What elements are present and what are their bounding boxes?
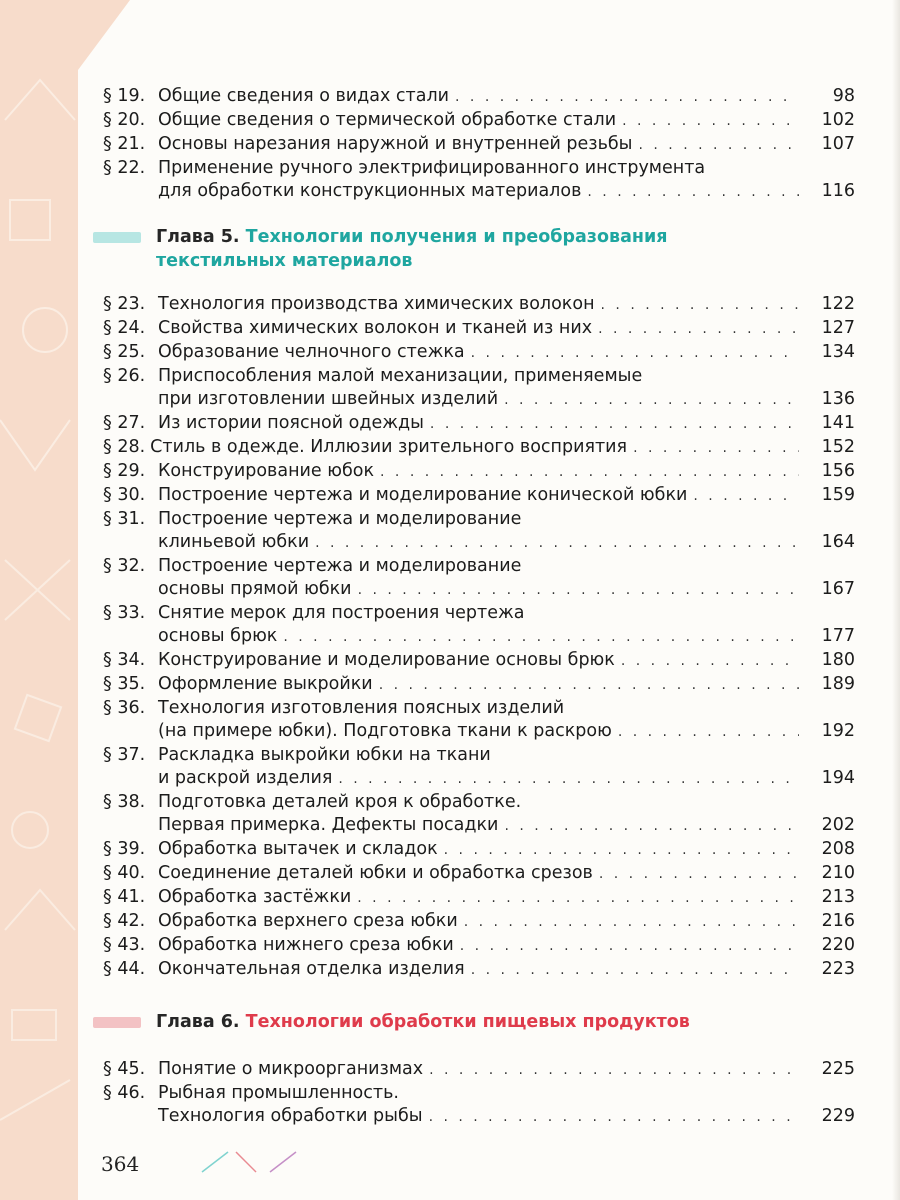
leader-dots [599, 863, 799, 886]
section-number: § 22. [103, 158, 146, 178]
leader-dots [622, 110, 799, 133]
toc-entry[interactable] [103, 157, 855, 204]
section-page-number: 213 [821, 887, 855, 907]
corner-decoration [0, 0, 130, 70]
toc-entry[interactable] [103, 744, 855, 791]
leader-dots [633, 437, 799, 460]
section-number: § 28. [103, 437, 146, 457]
leader-dots [504, 815, 799, 838]
section-title: и раскрой изделия [158, 768, 333, 788]
section-page-number: 189 [821, 674, 855, 694]
page-edge-shadow [892, 0, 900, 1200]
section-page-number: 152 [821, 437, 855, 457]
section-title: для обработки конструкционных материалов [158, 181, 582, 201]
section-title: Конструирование юбок [158, 461, 375, 481]
section-page-number: 210 [821, 863, 855, 883]
section-title: Подготовка деталей кроя к обработке. [158, 792, 522, 812]
leader-dots [283, 626, 799, 649]
section-page-number: 98 [832, 86, 855, 106]
section-number: § 46. [103, 1083, 146, 1103]
leader-dots [429, 1106, 799, 1129]
section-title: Обработка вытачек и складок [158, 839, 438, 859]
section-number: § 26. [103, 366, 146, 386]
toc-entry[interactable] [103, 673, 855, 697]
section-title: Первая примерка. Дефекты посадки [158, 815, 499, 835]
section-title: Понятие о микроорганизмах [158, 1059, 424, 1079]
toc-entry[interactable] [103, 934, 855, 958]
toc-entry[interactable] [103, 109, 855, 133]
section-page-number: 202 [821, 815, 855, 835]
section-title: Построение чертежа и моделирование [158, 556, 522, 576]
leader-dots [460, 935, 799, 958]
toc-entry[interactable] [103, 838, 855, 862]
section-page-number: 208 [821, 839, 855, 859]
section-number: § 25. [103, 342, 146, 362]
toc-entry[interactable] [103, 697, 855, 744]
toc-entry[interactable] [103, 958, 855, 982]
section-page-number: 141 [821, 413, 855, 433]
section-title: Общие сведения о термической обработке стали [158, 110, 617, 130]
section-page-number: 229 [821, 1106, 855, 1126]
section-title: Построение чертежа и моделирование конической юбки [158, 485, 688, 505]
leader-dots [357, 887, 799, 910]
section-page-number: 127 [821, 318, 855, 338]
section-number: § 38. [103, 792, 146, 812]
section-title: клиньевой юбки [158, 532, 310, 552]
section-title: Образование челночного стежка [158, 342, 465, 362]
section-title: Технология обработки рыбы [158, 1106, 423, 1126]
leader-dots [587, 181, 799, 204]
section-number: § 45. [103, 1059, 146, 1079]
section-title: Оформление выкройки [158, 674, 373, 694]
toc-entry[interactable] [103, 412, 855, 436]
toc-entry[interactable] [103, 602, 855, 649]
toc-entry[interactable] [103, 293, 855, 317]
section-title: Снятие мерок для построения чертежа [158, 603, 525, 623]
chapter-5-title-line2: текстильных материалов [156, 251, 413, 271]
toc-entry[interactable] [103, 341, 855, 365]
section-title: Технология производства химических волокон [158, 294, 595, 314]
toc-entry[interactable] [103, 886, 855, 910]
leader-dots [598, 318, 799, 341]
toc-entry[interactable] [103, 85, 855, 109]
leader-dots [315, 532, 799, 555]
toc-entry[interactable] [103, 1082, 855, 1129]
section-page-number: 107 [821, 134, 855, 154]
leader-dots [380, 461, 799, 484]
section-number: § 41. [103, 887, 146, 907]
section-page-number: 192 [821, 721, 855, 741]
section-number: § 37. [103, 745, 146, 765]
leader-dots [639, 134, 800, 157]
section-page-number: 216 [821, 911, 855, 931]
chapter-5-prefix: Глава 5. [156, 227, 240, 247]
section-page-number: 116 [821, 181, 855, 201]
section-title: Основы нарезания наружной и внутренней резьбы [158, 134, 633, 154]
section-title: Стиль в одежде. Иллюзии зрительного восприятия [150, 437, 628, 457]
section-page-number: 220 [821, 935, 855, 955]
section-number: § 35. [103, 674, 146, 694]
leader-dots [358, 579, 799, 602]
section-number: § 42. [103, 911, 146, 931]
leader-dots [618, 721, 799, 744]
section-page-number: 167 [821, 579, 855, 599]
leader-dots [379, 674, 799, 697]
section-number: § 43. [103, 935, 146, 955]
sections-list-chapter6 [103, 1058, 855, 1129]
section-page-number: 194 [821, 768, 855, 788]
section-page-number: 180 [821, 650, 855, 670]
section-title: Обработка верхнего среза юбки [158, 911, 458, 931]
section-number: § 31. [103, 509, 146, 529]
section-number: § 44. [103, 959, 146, 979]
decorative-lines-icon [200, 1148, 300, 1176]
leader-dots [601, 294, 799, 317]
toc-entry[interactable] [103, 555, 855, 602]
section-title: Приспособления малой механизации, применяемые [158, 366, 643, 386]
toc-entry[interactable] [103, 1058, 855, 1082]
section-number: § 29. [103, 461, 146, 481]
toc-entry[interactable] [103, 910, 855, 934]
section-title: при изготовлении швейных изделий [158, 389, 499, 409]
section-page-number: 225 [821, 1059, 855, 1079]
toc-entry[interactable] [103, 317, 855, 341]
sections-list-chapter5 [103, 293, 855, 982]
section-number: § 33. [103, 603, 146, 623]
section-number: § 34. [103, 650, 146, 670]
sections-list-chapter4 [103, 85, 855, 204]
toc-entry[interactable] [103, 365, 855, 412]
section-page-number: 122 [821, 294, 855, 314]
toc-entry[interactable] [103, 436, 855, 460]
toc-entry[interactable] [103, 484, 855, 508]
toc-entry[interactable] [103, 508, 855, 555]
toc-entry[interactable] [103, 460, 855, 484]
leader-dots [429, 1059, 799, 1082]
section-page-number: 223 [821, 959, 855, 979]
section-title: основы прямой юбки [158, 579, 352, 599]
section-title: Обработка нижнего среза юбки [158, 935, 454, 955]
section-title: Раскладка выкройки юбки на ткани [158, 745, 491, 765]
section-number: § 20. [103, 110, 146, 130]
chapter-5-heading [101, 225, 855, 273]
section-title: Построение чертежа и моделирование [158, 509, 522, 529]
toc-entry[interactable] [103, 791, 855, 838]
geometric-pattern-icon [0, 0, 78, 1200]
section-title: Рыбная промышленность. [158, 1083, 399, 1103]
chapter-6-heading [101, 1010, 855, 1034]
chapter-5-title: Технологии получения и преобразования [245, 227, 668, 247]
section-title: Соединение деталей юбки и обработка срезов [158, 863, 593, 883]
section-number: § 32. [103, 556, 146, 576]
leader-dots [471, 959, 799, 982]
leader-dots [338, 768, 799, 791]
section-number: § 30. [103, 485, 146, 505]
leader-dots [504, 389, 799, 412]
section-title: Конструирование и моделирование основы брюк [158, 650, 615, 670]
section-number: § 23. [103, 294, 146, 314]
section-title: Свойства химических волокон и тканей из них [158, 318, 593, 338]
section-title: основы брюк [158, 626, 278, 646]
section-number: § 40. [103, 863, 146, 883]
leader-dots [471, 342, 799, 365]
table-of-contents [103, 85, 855, 1129]
section-title: Из истории поясной одежды [158, 413, 424, 433]
section-number: § 39. [103, 839, 146, 859]
section-title: Применение ручного электрифицированного инструмента [158, 158, 706, 178]
section-title: Окончательная отделка изделия [158, 959, 465, 979]
section-page-number: 156 [821, 461, 855, 481]
decorative-side-band [0, 0, 78, 1200]
section-number: § 36. [103, 698, 146, 718]
chapter-6-title: Технологии обработки пищевых продуктов [245, 1012, 690, 1032]
section-number: § 21. [103, 134, 146, 154]
section-title: Обработка застёжки [158, 887, 352, 907]
section-title: (на примере юбки). Подготовка ткани к раскрою [158, 721, 612, 741]
page-number: 364 [101, 1152, 140, 1176]
section-title: Технология изготовления поясных изделий [158, 698, 565, 718]
leader-dots [464, 911, 799, 934]
section-number: § 19. [103, 86, 146, 106]
toc-entry[interactable] [103, 133, 855, 157]
section-page-number: 102 [821, 110, 855, 130]
leader-dots [621, 650, 799, 673]
section-page-number: 134 [821, 342, 855, 362]
leader-dots [693, 485, 799, 508]
section-page-number: 177 [821, 626, 855, 646]
section-page-number: 136 [821, 389, 855, 409]
section-page-number: 164 [821, 532, 855, 552]
toc-entry[interactable] [103, 862, 855, 886]
chapter-6-prefix: Глава 6. [156, 1012, 240, 1032]
toc-entry[interactable] [103, 649, 855, 673]
section-number: § 24. [103, 318, 146, 338]
section-page-number: 159 [821, 485, 855, 505]
leader-dots [455, 86, 799, 109]
section-number: § 27. [103, 413, 146, 433]
leader-dots [430, 413, 799, 436]
leader-dots [444, 839, 799, 862]
section-title: Общие сведения о видах стали [158, 86, 450, 106]
